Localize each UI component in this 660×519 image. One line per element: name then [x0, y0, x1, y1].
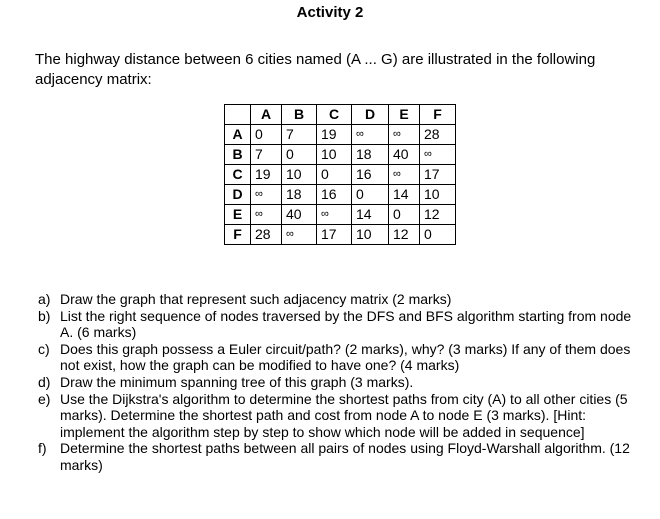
- matrix-cell: 19: [251, 165, 282, 185]
- question-item: [35, 391, 635, 441]
- matrix-row: [225, 145, 456, 165]
- matrix-cell: ∞: [352, 125, 389, 145]
- column-header: D: [352, 105, 389, 125]
- matrix-row: [225, 205, 456, 225]
- matrix-row: [225, 185, 456, 205]
- question-item: [35, 308, 635, 341]
- matrix-cell: ∞: [251, 185, 282, 205]
- matrix-cell: 0: [352, 185, 389, 205]
- question-marker: f): [38, 440, 47, 457]
- page-title: Activity 2: [296, 4, 364, 21]
- matrix-cell: 10: [352, 225, 389, 245]
- matrix-cell: 16: [352, 165, 389, 185]
- matrix-cell: 28: [420, 125, 456, 145]
- intro-paragraph: The highway distance between 6 cities named (A ... G) are illustrated in the following adjacency matrix:: [35, 51, 596, 88]
- matrix-cell: 0: [282, 145, 317, 165]
- matrix-cell: ∞: [251, 205, 282, 225]
- question-marker: a): [38, 291, 51, 307]
- question-text: List the right sequence of nodes traversed by the DFS and BFS algorithm starting from node A. (6 marks): [60, 307, 632, 341]
- matrix-cell: 10: [282, 165, 317, 185]
- question-item: [35, 440, 635, 473]
- matrix-cell: 0: [420, 225, 456, 245]
- matrix-cell: 17: [317, 225, 352, 245]
- matrix-cell: ∞: [317, 205, 352, 225]
- column-header: A: [251, 105, 282, 125]
- column-header: F: [420, 105, 456, 125]
- row-header: E: [225, 205, 251, 225]
- question-marker: e): [38, 390, 51, 407]
- matrix-cell: 0: [389, 205, 420, 225]
- column-header: B: [282, 105, 317, 125]
- matrix-cell: 40: [389, 145, 420, 165]
- matrix-cell: 0: [251, 125, 282, 145]
- matrix-cell: 28: [251, 225, 282, 245]
- matrix-row: [225, 225, 456, 245]
- matrix-cell: 7: [251, 145, 282, 165]
- matrix-cell: 19: [317, 125, 352, 145]
- question-list: [35, 291, 635, 474]
- question-text: Determine the shortest paths between all pairs of nodes using Floyd-Warshall algorithm. (12 marks): [60, 440, 630, 473]
- matrix-cell: 18: [282, 185, 317, 205]
- matrix-corner-cell: [225, 105, 251, 125]
- row-header: A: [225, 125, 251, 145]
- question-text: Draw the minimum spanning tree of this graph (3 marks).: [60, 373, 414, 390]
- matrix-header-row: [225, 105, 456, 125]
- question-item: [35, 374, 635, 391]
- matrix-cell: 0: [317, 165, 352, 185]
- matrix-cell: 18: [352, 145, 389, 165]
- matrix-cell: 40: [282, 205, 317, 225]
- question-text: Use the Dijkstra's algorithm to determine the shortest paths from city (A) to all other cities (5 marks). Determine the shortest path and cost from node A to node E (3 marks). [Hint: implement the algorithm step by step to show which node will be added in sequence]: [60, 390, 628, 440]
- matrix-cell: ∞: [282, 225, 317, 245]
- matrix-row: [225, 125, 456, 145]
- matrix-cell: 12: [420, 205, 456, 225]
- column-header: E: [389, 105, 420, 125]
- question-marker: d): [38, 373, 51, 390]
- row-header: C: [225, 165, 251, 185]
- row-header: B: [225, 145, 251, 165]
- question-text: Does this graph possess a Euler circuit/path? (2 marks), why? (3 marks) If any of them does not exist, how the graph can be modified to have one? (4 marks): [60, 340, 631, 374]
- adjacency-matrix: [224, 104, 456, 245]
- question-item: [35, 341, 635, 374]
- question-text: Draw the graph that represent such adjacency matrix (2 marks): [60, 291, 452, 307]
- question-marker: b): [38, 307, 51, 324]
- matrix-cell: 14: [389, 185, 420, 205]
- matrix-cell: 12: [389, 225, 420, 245]
- matrix-cell: ∞: [389, 165, 420, 185]
- row-header: D: [225, 185, 251, 205]
- question-item: [35, 291, 635, 308]
- matrix-cell: 10: [317, 145, 352, 165]
- matrix-cell: ∞: [420, 145, 456, 165]
- question-marker: c): [38, 340, 50, 357]
- matrix-cell: 10: [420, 185, 456, 205]
- matrix-cell: ∞: [389, 125, 420, 145]
- matrix-cell: 16: [317, 185, 352, 205]
- column-header: C: [317, 105, 352, 125]
- row-header: F: [225, 225, 251, 245]
- matrix-cell: 14: [352, 205, 389, 225]
- matrix-row: [225, 165, 456, 185]
- matrix-cell: 7: [282, 125, 317, 145]
- matrix-cell: 17: [420, 165, 456, 185]
